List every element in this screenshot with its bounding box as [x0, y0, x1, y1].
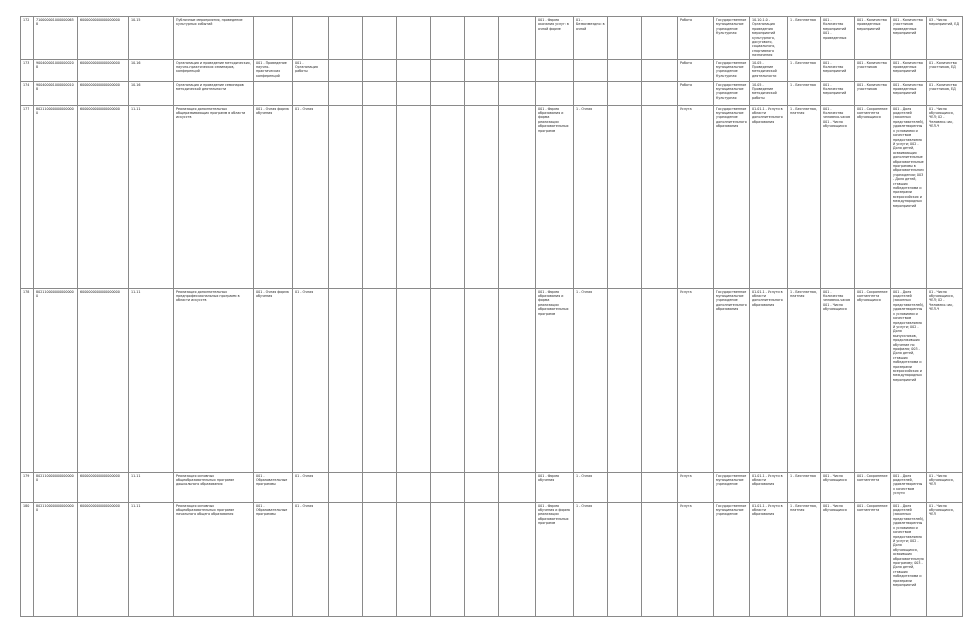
cell-condition-4 — [642, 17, 678, 60]
cell-content-4 — [363, 472, 397, 502]
cell-condition-4 — [642, 105, 678, 288]
cell-service-name: Реализация основных общеобразовательных программ дошкольного образования — [174, 472, 254, 502]
cell-content-6 — [431, 81, 465, 105]
cell-content-2: 01 - Очная — [293, 288, 329, 472]
cell-payment: 1 - Бесплатная — [788, 81, 821, 105]
cell-id-2: 6000000000000000000 — [78, 81, 129, 105]
cell-volume: 01 - Количество участников, ЕД — [927, 59, 963, 81]
cell-condition-1: 001 - Форма обучения и форма реализации образовательных программ — [536, 502, 574, 616]
cell-content-4 — [363, 17, 397, 60]
cell-id-1: 8021100000000000000 — [34, 105, 78, 288]
cell-number: 173 — [21, 59, 34, 81]
cell-payment: 1 - Бесплатная, платная — [788, 288, 821, 472]
cell-okved: 10.05 - Проведение методической работы — [750, 81, 788, 105]
cell-condition-1: 001 - Форма оказания услуг: в очной форме — [536, 17, 574, 60]
cell-id-2: 6000000000000000000 — [78, 288, 129, 472]
cell-service-name: Публичные мероприятия, проведение культурных событий — [174, 17, 254, 60]
cell-condition-3 — [608, 81, 642, 105]
cell-content-1: 001 - Образовательные программы — [254, 502, 293, 616]
cell-indicator-1: 001 - Число обучающихся — [821, 502, 855, 616]
cell-content-2: 01 - Очная — [293, 472, 329, 502]
cell-code: 11.11 — [129, 502, 174, 616]
cell-condition-2 — [574, 81, 608, 105]
cell-institution: Государственное муниципальное учреждение Культурная — [714, 59, 750, 81]
cell-volume: 01 - Число обучающихся, ЧЕЛ — [927, 472, 963, 502]
cell-type: Услуга — [678, 105, 714, 288]
cell-condition-2 — [574, 59, 608, 81]
cell-content-2: 01 - Очная — [293, 105, 329, 288]
cell-volume: 01 - Количество участников, ЕД — [927, 81, 963, 105]
cell-content-2 — [293, 17, 329, 60]
cell-content-2: 01 - Очная — [293, 502, 329, 616]
cell-content-8 — [499, 81, 536, 105]
cell-number: 180 — [21, 502, 34, 616]
cell-volume: 01 - Число обучающихся, ЧЕЛ; 02 - Человеко-час, ЧЕЛ-Ч — [927, 288, 963, 472]
cell-content-4 — [363, 288, 397, 472]
cell-payment: 1 - Бесплатная — [788, 472, 821, 502]
cell-content-3 — [329, 472, 363, 502]
cell-id-2: 6000000000000000000 — [78, 59, 129, 81]
table-row — [21, 288, 963, 472]
cell-indicator-2: 001 - Количество проведенных мероприятий — [855, 17, 891, 60]
cell-type: Услуга — [678, 288, 714, 472]
cell-content-3 — [329, 105, 363, 288]
cell-id-2: 6000000000000000000 — [78, 17, 129, 60]
cell-service-name: Реализация дополнительных общеразвивающих программ в области искусств — [174, 105, 254, 288]
cell-content-2 — [293, 81, 329, 105]
cell-content-5 — [397, 17, 431, 60]
cell-condition-1: 001 - Форма образования и форма реализации образовательных программ — [536, 105, 574, 288]
cell-condition-3 — [608, 59, 642, 81]
cell-payment: 1 - Бесплатная, платная — [788, 105, 821, 288]
cell-content-6 — [431, 502, 465, 616]
cell-type: Услуга — [678, 502, 714, 616]
cell-content-3 — [329, 59, 363, 81]
cell-id-1: 8021100000000000000 — [34, 288, 78, 472]
cell-quality: 001 - Доля родителей (законных представителей), удовлетворенных условиями и качеством предоставляемой услуги; 002 - Доля обучающихся, освоивших образовательную программу; 003 - Доля детей, ставших победителями и призерами мероприятий — [891, 502, 927, 616]
cell-service-name: Организация и проведение семинаров методической деятельности — [174, 81, 254, 105]
cell-code: 11.11 — [129, 288, 174, 472]
cell-condition-4 — [642, 59, 678, 81]
cell-condition-4 — [642, 81, 678, 105]
cell-number: 177 — [21, 105, 34, 288]
cell-payment: 1 - Бесплатная — [788, 17, 821, 60]
cell-condition-3 — [608, 502, 642, 616]
cell-content-1: 001 - Очная форма обучения — [254, 288, 293, 472]
cell-indicator-2: 001 - Сохранение контингента — [855, 472, 891, 502]
cell-quality: 001 - Количество проведенных мероприятий — [891, 81, 927, 105]
cell-institution: Государственное муниципальное учреждение дополнительного образования — [714, 105, 750, 288]
cell-condition-1 — [536, 81, 574, 105]
cell-content-8 — [499, 288, 536, 472]
cell-service-name: Реализация дополнительных предпрофессиональных программ в области искусств — [174, 288, 254, 472]
cell-okved: 01.01.1 - Услуги в области дополнительного образования — [750, 105, 788, 288]
cell-institution: Государственное муниципальное учреждение — [714, 502, 750, 616]
cell-id-2: 6000000000000000000 — [78, 105, 129, 288]
cell-indicator-2: 001 - Сохранение контингента — [855, 502, 891, 616]
cell-okved: 10.05 - Проведение методической деятельности — [750, 59, 788, 81]
cell-content-8 — [499, 17, 536, 60]
cell-payment: 1 - Бесплатная, платная — [788, 502, 821, 616]
cell-quality: 001 - Доля родителей, удовлетворенных качеством услуги — [891, 472, 927, 502]
cell-number: 174 — [21, 81, 34, 105]
cell-condition-4 — [642, 288, 678, 472]
cell-indicator-2: 001 - Количество участников — [855, 59, 891, 81]
cell-content-1: 001 - Образовательные программы — [254, 472, 293, 502]
cell-content-5 — [397, 59, 431, 81]
cell-content-5 — [397, 288, 431, 472]
cell-quality: 001 - Количество участников проведенных мероприятий — [891, 17, 927, 60]
cell-indicator-1: 001 - Количество человеко-часов 001 - Число обучающихся — [821, 105, 855, 288]
cell-content-3 — [329, 81, 363, 105]
cell-content-5 — [397, 502, 431, 616]
cell-content-7 — [465, 17, 499, 60]
cell-indicator-2: 001 - Сохранение контингента обучающихся — [855, 105, 891, 288]
cell-type: Работа — [678, 81, 714, 105]
cell-content-6 — [431, 288, 465, 472]
cell-content-5 — [397, 81, 431, 105]
table-row — [21, 502, 963, 616]
cell-condition-1: 001 - Форма образования и форма реализации образовательных программ — [536, 288, 574, 472]
cell-code: 11.11 — [129, 472, 174, 502]
cell-condition-3 — [608, 105, 642, 288]
cell-content-6 — [431, 472, 465, 502]
cell-content-1: 001 - Очная форма обучения — [254, 105, 293, 288]
cell-type: Услуга — [678, 472, 714, 502]
cell-content-1 — [254, 81, 293, 105]
cell-indicator-2: 001 - Сохранение контингента обучающихся — [855, 288, 891, 472]
cell-content-7 — [465, 105, 499, 288]
cell-condition-1 — [536, 59, 574, 81]
cell-content-1: 001 - Проведение научно-практических конференций — [254, 59, 293, 81]
cell-condition-3 — [608, 288, 642, 472]
cell-content-4 — [363, 81, 397, 105]
cell-condition-4 — [642, 502, 678, 616]
cell-quality: 001 - Количество проведенных мероприятий — [891, 59, 927, 81]
cell-content-7 — [465, 81, 499, 105]
cell-id-1: 8021100000000000000 — [34, 472, 78, 502]
cell-id-1: 9004000010000000208 — [34, 59, 78, 81]
cell-indicator-1: 001 - Количество человеко-часов 001 - Число обучающихся — [821, 288, 855, 472]
cell-content-7 — [465, 502, 499, 616]
cell-volume: 03 - Число мероприятий, ЕД — [927, 17, 963, 60]
cell-content-8 — [499, 59, 536, 81]
cell-type: Работа — [678, 17, 714, 60]
cell-quality: 001 - Доля родителей (законных представителей), удовлетворенных условиями и качеством предоставляемой услуги; 002 - Доля детей, осваивающих дополнительные образовательные программы в образовательном учреждении; 003 - Доля детей, ставших победителями и призерами всероссийских и международных мероприятий — [891, 105, 927, 288]
cell-id-2: 6000000000000000000 — [78, 502, 129, 616]
table-row — [21, 81, 963, 105]
cell-content-6 — [431, 105, 465, 288]
table-row — [21, 472, 963, 502]
cell-number: 179 — [21, 472, 34, 502]
cell-payment: 1 - Бесплатная — [788, 59, 821, 81]
cell-indicator-1: 001 - Число обучающихся — [821, 472, 855, 502]
cell-institution: Государственное муниципальное учреждение дополнительного образования — [714, 288, 750, 472]
cell-code: 10.16 — [129, 59, 174, 81]
cell-service-name: Организация и проведение методических, научно-практических семинаров, конференций — [174, 59, 254, 81]
cell-content-5 — [397, 105, 431, 288]
cell-content-4 — [363, 502, 397, 616]
cell-okved: 01.01.1 - Услуги в области образования — [750, 502, 788, 616]
cell-condition-1: 001 - Форма обучения — [536, 472, 574, 502]
cell-code: 11.11 — [129, 105, 174, 288]
cell-okved: 01.01.1 - Услуги в области дополнительного образования — [750, 288, 788, 472]
cell-content-4 — [363, 105, 397, 288]
cell-condition-2: 1 - Очная — [574, 288, 608, 472]
cell-volume: 01 - Число обучающихся, ЧЕЛ; 02 - Человеко-час, ЧЕЛ-Ч — [927, 105, 963, 288]
cell-id-2: 6000000000000000000 — [78, 472, 129, 502]
cell-indicator-1: 001 - Количество мероприятий — [821, 81, 855, 105]
cell-content-5 — [397, 472, 431, 502]
cell-service-name: Реализация основных общеобразовательных программ начального общего образования — [174, 502, 254, 616]
cell-content-7 — [465, 472, 499, 502]
cell-id-1: 8021100000000000000 — [34, 502, 78, 616]
cell-institution: Государственное муниципальное учреждение Культурная — [714, 17, 750, 60]
cell-type: Работа — [678, 59, 714, 81]
cell-okved: 10.10.1.0 - Организация проведения мероприятий культурного, досугового, социального, спортивного назначения — [750, 17, 788, 60]
cell-id-1: 9004000010000000108 — [34, 81, 78, 105]
cell-code: 10.16 — [129, 81, 174, 105]
cell-volume: 01 - Число обучающихся, ЧЕЛ — [927, 502, 963, 616]
cell-indicator-1: 001 - Количество мероприятий — [821, 59, 855, 81]
cell-indicator-1: 001 - Количество мероприятий 001 - проведенных — [821, 17, 855, 60]
cell-institution: Государственное муниципальное учреждение — [714, 472, 750, 502]
cell-content-6 — [431, 59, 465, 81]
cell-content-2: 001 - Организация работы — [293, 59, 329, 81]
cell-content-8 — [499, 502, 536, 616]
cell-content-8 — [499, 472, 536, 502]
table-row — [21, 17, 963, 60]
cell-number: 172 — [21, 17, 34, 60]
cell-condition-3 — [608, 472, 642, 502]
cell-number: 178 — [21, 288, 34, 472]
cell-institution: Государственное муниципальное учреждение Культурная — [714, 81, 750, 105]
table-row — [21, 105, 963, 288]
cell-condition-2: 1 - Очная — [574, 502, 608, 616]
table-row — [21, 59, 963, 81]
cell-code: 10.15 — [129, 17, 174, 60]
cell-content-7 — [465, 288, 499, 472]
cell-indicator-2: 001 - Количество участников — [855, 81, 891, 105]
cell-quality: 001 - Доля родителей (законных представителей), удовлетворенных условиями и качеством предоставляемой услуги; 002 - Доля выпускников, продолживших обучение по профилю; 003 - Доля детей, ставших победителями и призерами всероссийских и международных мероприятий — [891, 288, 927, 472]
cell-condition-2: 01 - Безвозмездно: в очной — [574, 17, 608, 60]
cell-condition-2: 1 - Очная — [574, 472, 608, 502]
cell-content-3 — [329, 502, 363, 616]
cell-condition-3 — [608, 17, 642, 60]
cell-content-3 — [329, 17, 363, 60]
cell-content-4 — [363, 59, 397, 81]
cell-content-3 — [329, 288, 363, 472]
cell-content-1 — [254, 17, 293, 60]
cell-condition-4 — [642, 472, 678, 502]
cell-content-7 — [465, 59, 499, 81]
cell-content-8 — [499, 105, 536, 288]
cell-id-1: 7100000010000000658 — [34, 17, 78, 60]
cell-okved: 01.01.1 - Услуги в области образования — [750, 472, 788, 502]
cell-content-6 — [431, 17, 465, 60]
registry-table — [20, 16, 963, 617]
cell-condition-2: 1 - Очная — [574, 105, 608, 288]
